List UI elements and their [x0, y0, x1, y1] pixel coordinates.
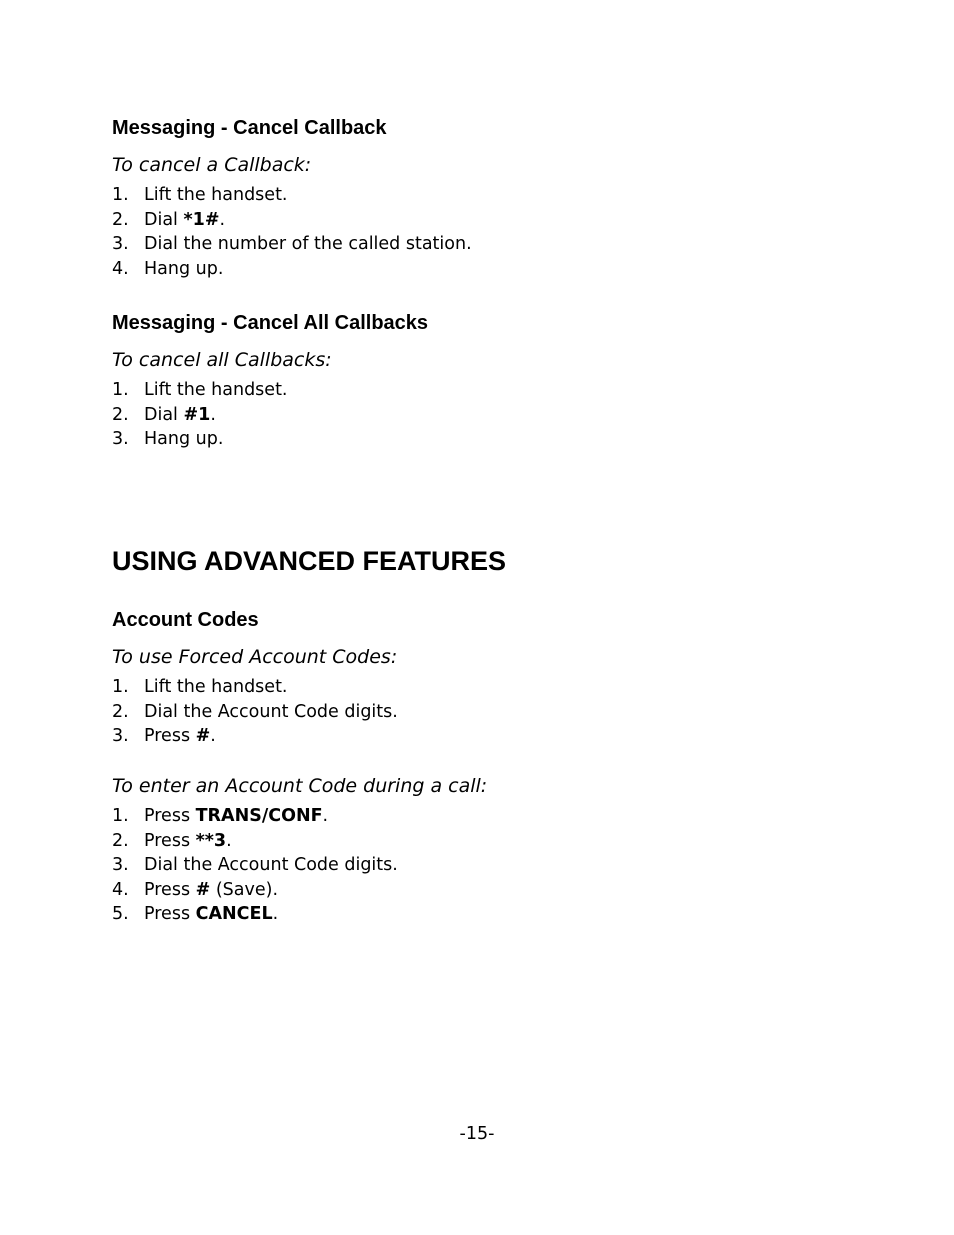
step-item	[112, 804, 872, 829]
section-cancel-all-callbacks	[112, 311, 872, 452]
step-number: 1.	[112, 185, 129, 205]
section-account-code-during-call	[112, 774, 872, 927]
step-item	[112, 829, 872, 854]
chapter-heading: USING ADVANCED FEATURES	[112, 546, 507, 576]
step-item	[112, 403, 872, 428]
step-item	[112, 878, 872, 903]
step-key: #	[195, 879, 211, 900]
step-key: **3	[195, 830, 227, 851]
step-list	[112, 804, 872, 927]
step-text: Lift the handset.	[144, 380, 288, 400]
step-text-suffix: .	[272, 904, 279, 924]
section-heading: Messaging - Cancel All Callbacks	[112, 312, 429, 334]
step-number: 3.	[112, 726, 129, 746]
section-advanced-features	[112, 545, 872, 577]
step-item	[112, 724, 872, 749]
step-item	[112, 427, 872, 452]
section-heading: Account Codes	[112, 609, 259, 631]
section-cancel-callback	[112, 116, 872, 281]
section-intro: To cancel all Callbacks:	[112, 349, 332, 371]
step-text: Lift the handset.	[144, 677, 288, 697]
step-list	[112, 675, 872, 749]
step-text-suffix: .	[210, 726, 216, 746]
step-number: 3.	[112, 429, 129, 449]
step-number: 2.	[112, 404, 129, 425]
step-number: 5.	[112, 904, 129, 924]
step-number: 1.	[112, 380, 129, 400]
step-number: 4.	[112, 258, 129, 279]
step-text-suffix: (Save).	[210, 879, 279, 900]
step-key: #1	[183, 404, 211, 425]
step-text: Lift the handset.	[144, 185, 288, 205]
section-intro: To use Forced Account Codes:	[112, 646, 398, 668]
step-number: 3.	[112, 855, 129, 875]
section-heading: Messaging - Cancel Callback	[112, 117, 387, 139]
step-text-suffix: .	[210, 404, 216, 425]
step-text: Dial	[144, 209, 184, 230]
step-text: Press	[144, 904, 196, 924]
step-key: #	[195, 726, 211, 746]
step-item	[112, 675, 872, 700]
step-text: Hang up.	[144, 429, 224, 449]
step-text: Dial	[144, 404, 184, 425]
step-number: 1.	[112, 677, 129, 697]
step-text-suffix: .	[219, 209, 226, 230]
step-number: 1.	[112, 806, 129, 826]
step-item	[112, 232, 872, 257]
step-item	[112, 378, 872, 403]
step-item	[112, 183, 872, 208]
step-key: CANCEL	[195, 904, 273, 924]
step-item	[112, 700, 872, 725]
step-list	[112, 378, 872, 452]
step-text: Dial the Account Code digits.	[144, 855, 398, 875]
step-item	[112, 902, 872, 927]
step-text: Dial the Account Code digits.	[144, 701, 398, 722]
step-text-suffix: .	[226, 830, 232, 851]
page-number: -15-	[459, 1124, 495, 1144]
step-key: *1#	[183, 209, 220, 230]
section-account-codes	[112, 608, 872, 749]
step-text-suffix: .	[322, 806, 329, 826]
step-number: 2.	[112, 701, 129, 722]
step-text: Press	[144, 806, 196, 826]
step-text: Press	[144, 879, 196, 900]
step-text: Press	[144, 726, 196, 746]
step-item	[112, 257, 872, 282]
section-intro: To cancel a Callback:	[112, 154, 312, 176]
step-text: Dial the number of the called station.	[144, 234, 472, 254]
step-key: TRANS/CONF	[195, 806, 323, 826]
section-intro: To enter an Account Code during a call:	[112, 775, 488, 797]
step-text: Hang up.	[144, 258, 224, 279]
step-number: 2.	[112, 209, 129, 230]
step-number: 4.	[112, 879, 129, 900]
step-text: Press	[144, 830, 196, 851]
step-item	[112, 208, 872, 233]
step-list	[112, 183, 872, 281]
step-item	[112, 853, 872, 878]
step-number: 2.	[112, 830, 129, 851]
step-number: 3.	[112, 234, 129, 254]
